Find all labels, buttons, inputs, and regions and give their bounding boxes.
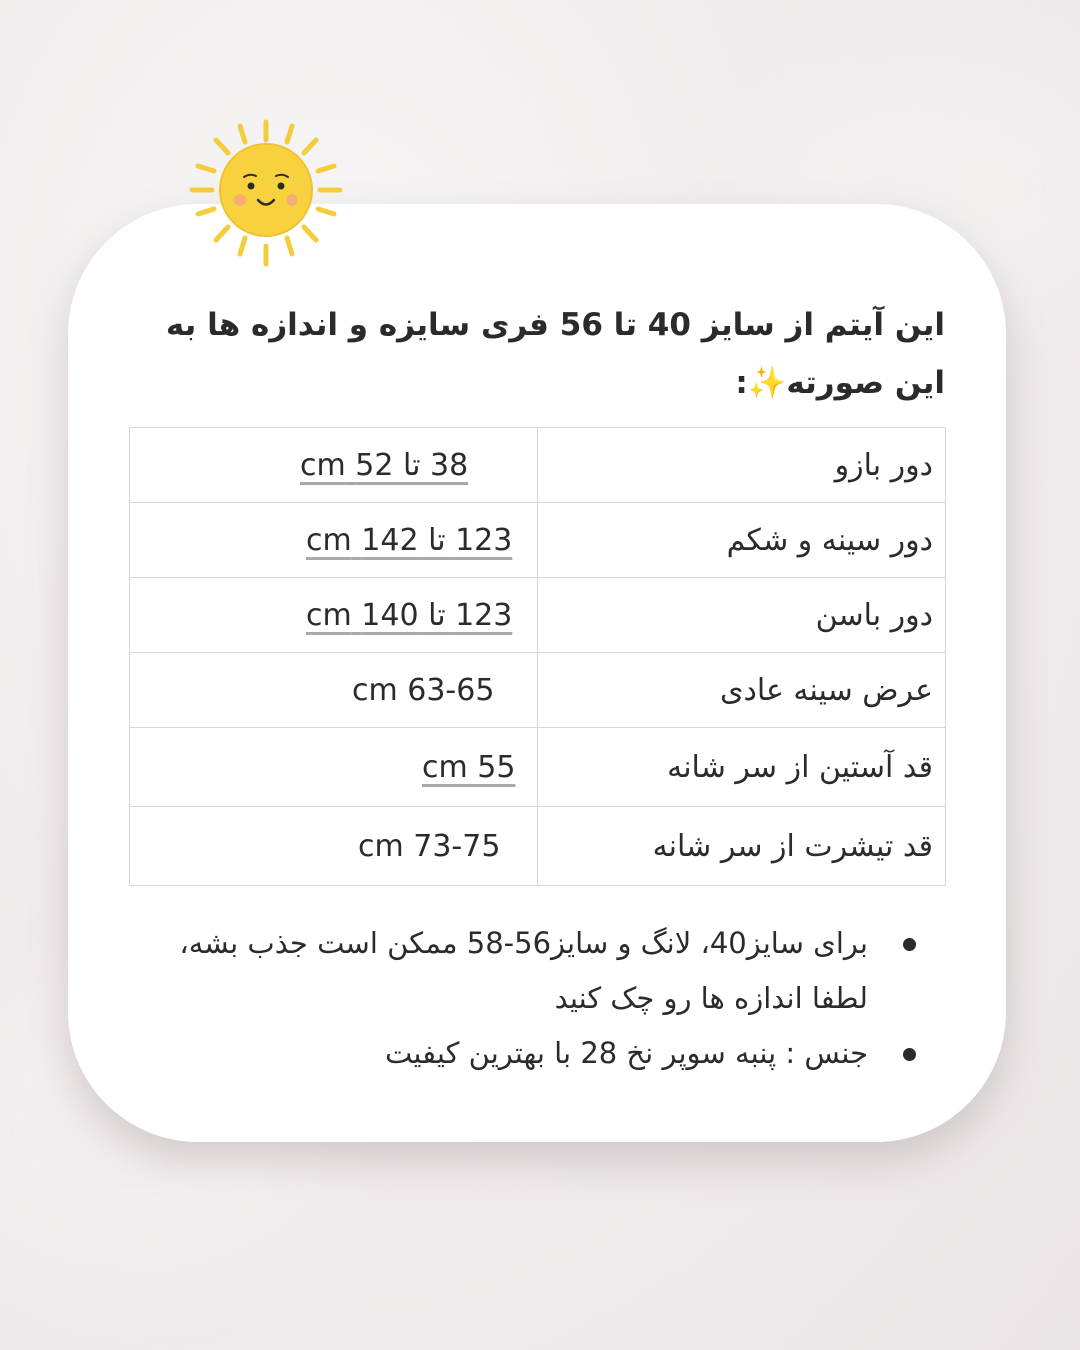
size-value: cm 63-65 <box>130 653 538 728</box>
size-table <box>129 427 946 886</box>
table-row <box>130 807 946 886</box>
list-item <box>130 916 920 1026</box>
note-text: جنس : پنبه سوپر نخ 28 با بهترین کیفیت <box>384 1036 868 1070</box>
size-value: 123 تا 142 cm <box>130 503 538 578</box>
size-value: cm 55 <box>130 728 538 807</box>
table-row <box>130 728 946 807</box>
intro-heading: این آیتم از سایز 40 تا 56 فری سایزه و اندازه ها به این صورته✨: <box>165 307 945 401</box>
sun-icon <box>188 118 344 268</box>
note-text: برای سایز40، لانگ و سایز56-58 ممکن است جذب بشه، لطفا اندازه ها رو چک کنید <box>179 926 868 1015</box>
list-item <box>130 1026 920 1081</box>
size-label: قد آستین از سر شانه <box>538 728 946 807</box>
table-row <box>130 503 946 578</box>
table-row <box>130 653 946 728</box>
size-label: قد تیشرت از سر شانه <box>538 807 946 886</box>
bullet-icon <box>903 1048 916 1061</box>
table-row <box>130 428 946 503</box>
size-label: دور بازو <box>538 428 946 503</box>
size-label: عرض سینه عادی <box>538 653 946 728</box>
size-value: 123 تا 140 cm <box>130 578 538 653</box>
size-label: دور باسن <box>538 578 946 653</box>
size-value: 38 تا 52 cm <box>130 428 538 503</box>
table-row <box>130 578 946 653</box>
size-label: دور سینه و شکم <box>538 503 946 578</box>
notes-list <box>130 916 920 1081</box>
size-value: cm 73-75 <box>130 807 538 886</box>
bullet-icon <box>903 938 916 951</box>
